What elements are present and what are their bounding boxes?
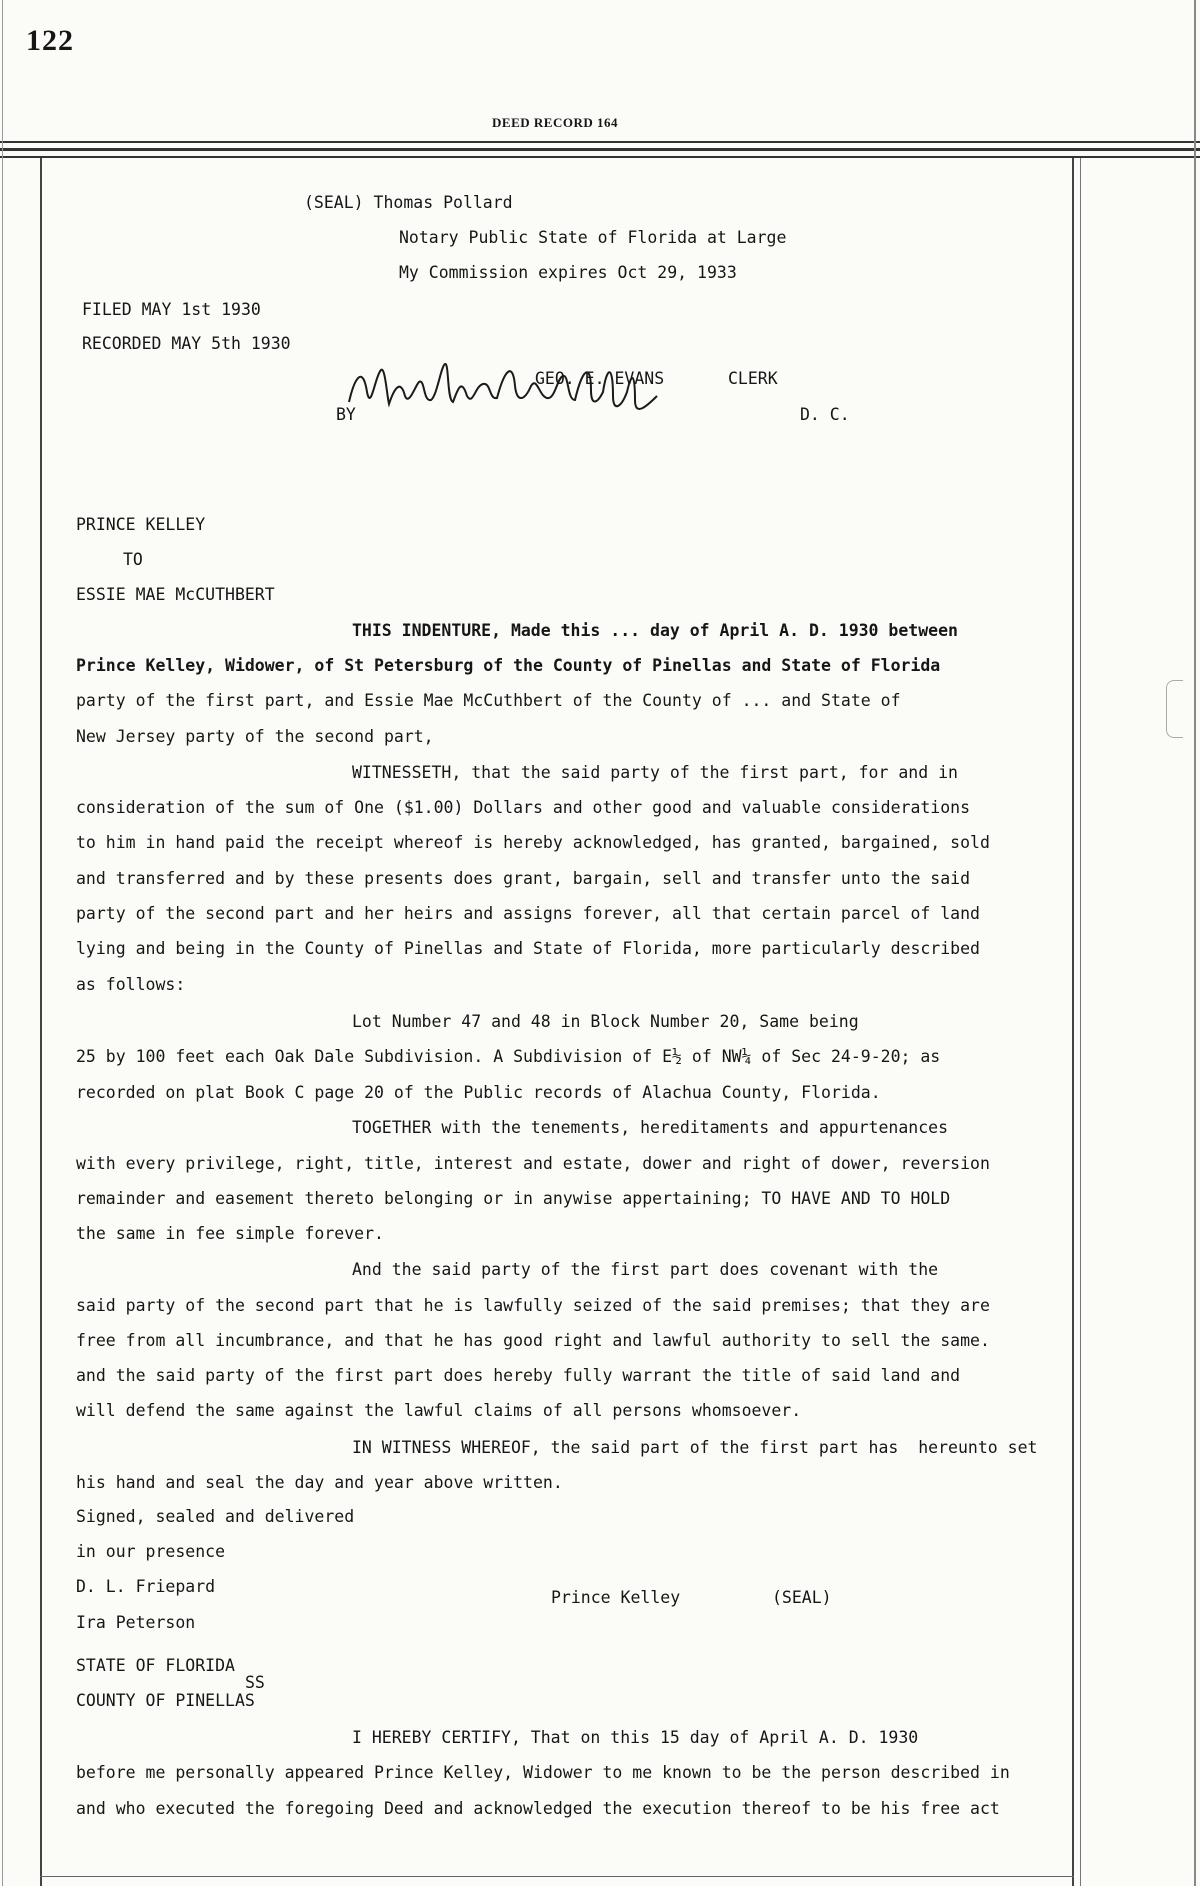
record-title: DEED RECORD 164 (492, 115, 618, 130)
filed-date: FILED MAY 1st 1930 (82, 300, 261, 319)
clerk-name: GEO. E. EVANS (535, 369, 665, 388)
notary-commission-line: My Commission expires Oct 29, 1933 (399, 263, 737, 282)
deputy-clerk-signature (345, 356, 665, 426)
venue-state: STATE OF FLORIDA (76, 1656, 235, 1675)
body-line: And the said party of the first part does covenant with the (352, 1260, 939, 1279)
body-line: the same in fee simple forever. (76, 1224, 384, 1243)
page-edge (1194, 0, 1196, 1886)
witness-1: D. L. Friepard (76, 1577, 216, 1596)
header-rule (0, 156, 1200, 158)
grantor-seal: (SEAL) (772, 1588, 832, 1607)
body-line: with every privilege, right, title, interest and estate, dower and right of dower, reversion (76, 1154, 990, 1173)
body-line: as follows: (76, 975, 186, 994)
acknowledgment-line: before me personally appeared Prince Kelley, Widower to me known to be the person described in (76, 1763, 1010, 1782)
body-line: consideration of the sum of One ($1.00) Dollars and other good and valuable considerations (76, 798, 971, 817)
body-line: 25 by 100 feet each Oak Dale Subdivision. A Subdivision of E½ of NW¼ of Sec 24-9-20; as (76, 1047, 941, 1066)
binding-bracket (1166, 680, 1183, 738)
clerk-title: CLERK (728, 369, 778, 388)
deputy-clerk-label: D. C. (800, 405, 850, 424)
body-line: WITNESSETH, that the said party of the first part, for and in (352, 763, 958, 782)
acknowledgment-line: I HEREBY CERTIFY, That on this 15 day of April A. D. 1930 (352, 1728, 919, 1747)
right-margin-line (1072, 158, 1074, 1886)
body-line: Prince Kelley, Widower, of St Petersburg of the County of Pinellas and State of Florida (76, 656, 941, 675)
body-line: lying and being in the County of Pinellas and State of Florida, more particularly described (76, 939, 980, 958)
body-line: TOGETHER with the tenements, hereditaments and appurtenances (352, 1118, 949, 1137)
grantor-heading: PRINCE KELLEY (76, 515, 206, 534)
right-margin-line-inner (1080, 158, 1081, 1886)
grantor-signature: Prince Kelley (551, 1588, 681, 1607)
body-line: will defend the same against the lawful claims of all persons whomsoever. (76, 1401, 802, 1420)
body-line: remainder and easement thereto belonging or in anywise appertaining; TO HAVE AND TO HOLD (76, 1189, 951, 1208)
to-label: TO (123, 550, 143, 569)
body-line: party of the second part and her heirs and assigns forever, all that certain parcel of land (76, 904, 980, 923)
left-margin-line (40, 158, 42, 1886)
body-line: Lot Number 47 and 48 in Block Number 20, Same being (352, 1012, 859, 1031)
venue-ss: SS (245, 1673, 265, 1692)
page-edge (2, 0, 3, 1886)
venue-county: COUNTY OF PINELLAS (76, 1691, 255, 1710)
body-line: New Jersey party of the second part, (76, 727, 434, 746)
body-line: and transferred and by these presents does grant, bargain, sell and transfer unto the said (76, 869, 971, 888)
bottom-rule (40, 1876, 1074, 1877)
body-line: IN WITNESS WHEREOF, the said part of the first part has hereunto set (352, 1438, 1038, 1457)
body-line: said party of the second part that he is lawfully seized of the said premises; that they are (76, 1296, 990, 1315)
witness-2: Ira Peterson (76, 1613, 196, 1632)
header-rule (0, 141, 1200, 143)
signed-sealed-line: Signed, sealed and delivered (76, 1507, 355, 1526)
presence-line: in our presence (76, 1542, 226, 1561)
body-line: recorded on plat Book C page 20 of the Public records of Alachua County, Florida. (76, 1083, 881, 1102)
grantee-heading: ESSIE MAE McCUTHBERT (76, 585, 275, 604)
by-label: BY (336, 405, 356, 424)
acknowledgment-line: and who executed the foregoing Deed and acknowledged the execution thereof to be his free act (76, 1799, 1000, 1818)
body-line: his hand and seal the day and year above written. (76, 1473, 563, 1492)
body-line: free from all incumbrance, and that he has good right and lawful authority to sell the same. (76, 1331, 990, 1350)
body-line: THIS INDENTURE, Made this ... day of April A. D. 1930 between (352, 621, 958, 640)
page-number: 122 (26, 24, 74, 57)
body-line: and the said party of the first part does hereby fully warrant the title of said land and (76, 1366, 961, 1385)
header-rule-thick (0, 148, 1200, 151)
notary-seal-line: (SEAL) Thomas Pollard (304, 193, 513, 212)
body-line: to him in hand paid the receipt whereof is hereby acknowledged, has granted, bargained, sold (76, 833, 990, 852)
notary-title-line: Notary Public State of Florida at Large (399, 228, 787, 247)
recorded-date: RECORDED MAY 5th 1930 (82, 334, 291, 353)
body-line: party of the first part, and Essie Mae McCuthbert of the County of ... and State of (76, 691, 901, 710)
